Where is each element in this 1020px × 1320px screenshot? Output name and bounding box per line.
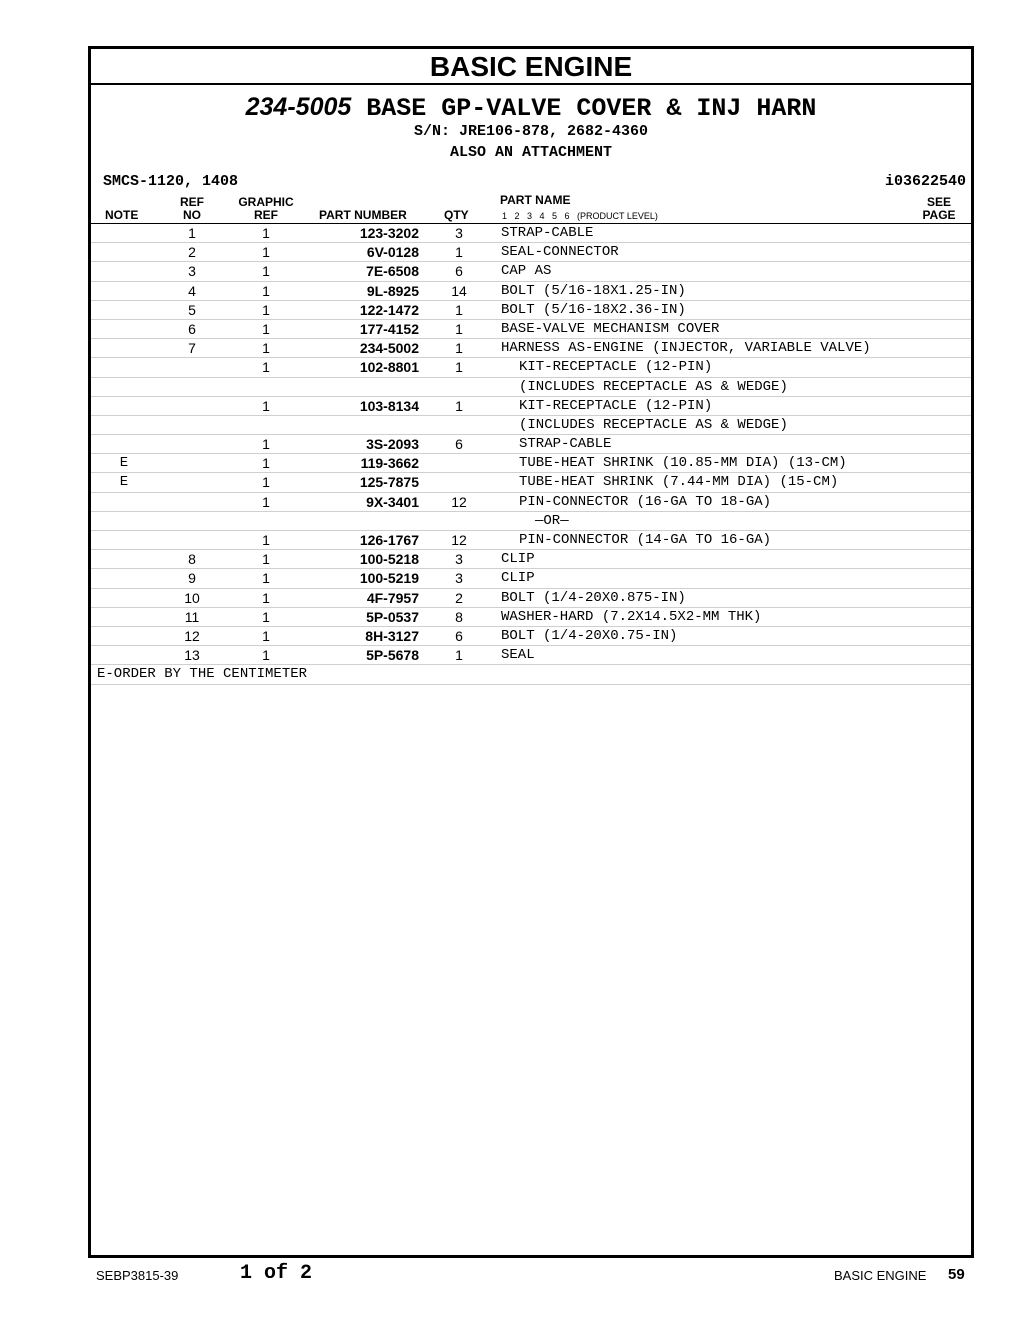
row-part-number: 102-8801 xyxy=(359,359,419,376)
row-part-number: 5P-5678 xyxy=(366,647,419,664)
table-row xyxy=(91,339,971,358)
row-part-number: 119-3662 xyxy=(360,455,419,472)
row-part-number: 103-8134 xyxy=(359,397,419,414)
row-part-number: 177-4152 xyxy=(359,320,419,337)
row-ref-no: 8 xyxy=(188,551,196,568)
table-row xyxy=(91,243,971,262)
col-see-bottom: PAGE xyxy=(922,208,956,222)
row-ref-no: 1 xyxy=(188,225,196,241)
row-ref-no: 13 xyxy=(184,647,200,664)
row-part-name: CAP AS xyxy=(501,263,552,280)
row-graphic-ref: 1 xyxy=(262,436,270,453)
row-part-name: HARNESS AS-ENGINE (INJECTOR, VARIABLE VALVE) xyxy=(501,340,871,357)
column-header xyxy=(91,195,971,224)
col-part-number: PART NUMBER xyxy=(319,208,407,222)
table-row xyxy=(91,416,971,435)
row-qty: 6 xyxy=(455,263,463,280)
table-row xyxy=(91,397,971,416)
table-row xyxy=(91,608,971,627)
row-part-number: 9X-3401 xyxy=(366,493,419,510)
row-qty: 6 xyxy=(455,436,463,453)
row-part-name: TUBE-HEAT SHRINK (10.85-MM DIA) (13-CM) xyxy=(519,455,847,472)
row-graphic-ref: 1 xyxy=(262,244,270,261)
row-graphic-ref: 1 xyxy=(262,627,270,644)
row-qty: 1 xyxy=(455,301,463,318)
table-row xyxy=(91,473,971,492)
row-graphic-ref: 1 xyxy=(262,608,270,625)
row-part-name: TUBE-HEAT SHRINK (7.44-MM DIA) (15-CM) xyxy=(519,474,839,491)
row-ref-no: 4 xyxy=(188,282,196,299)
group-name: BASE GP-VALVE COVER & INJ HARN xyxy=(351,94,817,123)
row-ref-no: 6 xyxy=(188,320,196,337)
row-part-name: BOLT (1/4-20X0.875-IN) xyxy=(501,589,686,606)
row-note: E xyxy=(119,474,129,491)
row-part-number: 126-1767 xyxy=(359,532,419,548)
row-part-number: 5P-0537 xyxy=(366,608,419,625)
row-note: E xyxy=(119,455,129,472)
row-part-number: 7E-6508 xyxy=(366,263,419,280)
row-qty: 1 xyxy=(455,647,463,664)
table-row xyxy=(91,493,971,512)
row-part-number: 122-1472 xyxy=(359,301,419,318)
col-ref-top: REF xyxy=(180,195,204,209)
row-part-name: CLIP xyxy=(501,551,535,568)
row-part-number: 8H-3127 xyxy=(365,627,419,644)
table-row xyxy=(91,378,971,397)
row-ref-no: 2 xyxy=(188,244,196,261)
table-row xyxy=(91,512,971,531)
row-part-number: 123-3202 xyxy=(359,225,419,241)
col-note: NOTE xyxy=(105,208,139,222)
table-row xyxy=(91,282,971,301)
row-part-name: CLIP xyxy=(501,570,535,587)
row-qty: 12 xyxy=(451,532,467,548)
table-row xyxy=(91,435,971,454)
table-row xyxy=(91,454,971,473)
row-part-name: PIN-CONNECTOR (16-GA TO 18-GA) xyxy=(519,493,772,510)
row-qty: 1 xyxy=(455,340,463,357)
footer-page-of: 1 of 2 xyxy=(240,1262,313,1285)
illustration-id: i03622540 xyxy=(884,173,966,190)
row-part-name: PIN-CONNECTOR (14-GA TO 16-GA) xyxy=(519,532,772,548)
footer-page-number: 59 xyxy=(948,1266,965,1283)
row-ref-no: 12 xyxy=(184,627,200,644)
row-qty: 12 xyxy=(451,493,467,510)
table-row xyxy=(91,224,971,243)
row-graphic-ref: 1 xyxy=(262,320,270,337)
row-part-name: STRAP-CABLE xyxy=(501,225,594,241)
parts-table xyxy=(91,224,971,685)
footer-doc-number: SEBP3815-39 xyxy=(96,1268,179,1283)
row-qty: 3 xyxy=(455,570,463,587)
row-ref-no: 11 xyxy=(184,608,200,625)
attachment-note: ALSO AN ATTACHMENT xyxy=(449,144,613,161)
section-title: BASIC ENGINE xyxy=(91,49,971,85)
serial-numbers: S/N: JRE106-878, 2682-4360 xyxy=(413,123,649,140)
footnote-row xyxy=(91,665,971,684)
footnote: E-ORDER BY THE CENTIMETER xyxy=(97,666,308,683)
row-part-name: SEAL-CONNECTOR xyxy=(501,244,619,261)
row-graphic-ref: 1 xyxy=(262,474,270,491)
row-qty: 14 xyxy=(451,282,467,299)
row-graphic-ref: 1 xyxy=(262,282,270,299)
row-part-number: 3S-2093 xyxy=(366,436,419,453)
table-row xyxy=(91,320,971,339)
row-graphic-ref: 1 xyxy=(262,359,270,376)
row-part-name: BOLT (1/4-20X0.75-IN) xyxy=(501,627,678,644)
row-graphic-ref: 1 xyxy=(262,647,270,664)
row-part-name: (INCLUDES RECEPTACLE AS & WEDGE) xyxy=(519,416,788,433)
row-part-name: KIT-RECEPTACLE (12-PIN) xyxy=(519,359,713,376)
row-qty: 8 xyxy=(455,608,463,625)
row-part-number: 100-5219 xyxy=(359,570,419,587)
table-row xyxy=(91,358,971,377)
footer-section: BASIC ENGINE xyxy=(834,1268,927,1283)
row-graphic-ref: 1 xyxy=(262,301,270,318)
row-graphic-ref: 1 xyxy=(262,340,270,357)
col-graphic-top: GRAPHIC xyxy=(238,195,294,209)
table-row xyxy=(91,569,971,588)
smcs-row xyxy=(91,169,971,195)
row-ref-no: 3 xyxy=(188,263,196,280)
row-part-number: 6V-0128 xyxy=(366,244,419,261)
smcs-code: SMCS-1120, 1408 xyxy=(103,173,239,190)
page-footer xyxy=(0,1262,1020,1292)
table-row xyxy=(91,627,971,646)
row-part-name: BOLT (5/16-18X1.25-IN) xyxy=(501,282,686,299)
table-row xyxy=(91,301,971,320)
row-part-name: WASHER-HARD (7.2X14.5X2-MM THK) xyxy=(501,608,762,625)
row-ref-no: 7 xyxy=(188,340,196,357)
row-part-name: BOLT (5/16-18X2.36-IN) xyxy=(501,301,686,318)
col-graphic-bottom: REF xyxy=(254,208,278,222)
row-ref-no: 10 xyxy=(184,589,200,606)
row-part-name: KIT-RECEPTACLE (12-PIN) xyxy=(519,397,713,414)
row-graphic-ref: 1 xyxy=(262,532,270,548)
table-row xyxy=(91,589,971,608)
table-row xyxy=(91,262,971,281)
table-row xyxy=(91,646,971,665)
table-row xyxy=(91,531,971,550)
row-part-name: STRAP-CABLE xyxy=(519,436,612,453)
col-product-level: 1 2 3 4 5 6 (PRODUCT LEVEL) xyxy=(502,211,658,221)
row-qty: 6 xyxy=(455,627,463,644)
row-qty: 1 xyxy=(455,397,463,414)
row-ref-no: 5 xyxy=(188,301,196,318)
row-graphic-ref: 1 xyxy=(262,263,270,280)
row-qty: 1 xyxy=(455,359,463,376)
row-part-number: 234-5002 xyxy=(359,340,419,357)
group-title xyxy=(91,93,971,121)
parts-list-frame xyxy=(88,46,974,1258)
row-part-name: —OR— xyxy=(535,512,569,529)
row-graphic-ref: 1 xyxy=(262,551,270,568)
group-number: 234-5005 xyxy=(245,93,352,121)
row-part-name: SEAL xyxy=(501,647,535,664)
row-qty: 1 xyxy=(455,320,463,337)
row-graphic-ref: 1 xyxy=(262,455,270,472)
col-part-name: PART NAME xyxy=(500,193,571,207)
row-part-number: 9L-8925 xyxy=(366,282,419,299)
row-graphic-ref: 1 xyxy=(262,397,270,414)
table-row xyxy=(91,550,971,569)
row-part-name: (INCLUDES RECEPTACLE AS & WEDGE) xyxy=(519,378,788,395)
row-part-number: 125-7875 xyxy=(359,474,419,491)
row-part-number: 4F-7957 xyxy=(366,589,419,606)
col-ref-bottom: NO xyxy=(183,208,201,222)
col-qty: QTY xyxy=(444,208,469,222)
row-qty: 3 xyxy=(455,225,463,241)
row-graphic-ref: 1 xyxy=(262,589,270,606)
row-graphic-ref: 1 xyxy=(262,225,270,241)
row-part-number: 100-5218 xyxy=(359,551,419,568)
row-qty: 2 xyxy=(455,589,463,606)
row-part-name: BASE-VALVE MECHANISM COVER xyxy=(501,320,720,337)
row-graphic-ref: 1 xyxy=(262,570,270,587)
row-qty: 1 xyxy=(455,244,463,261)
row-qty: 3 xyxy=(455,551,463,568)
row-ref-no: 9 xyxy=(188,570,196,587)
row-graphic-ref: 1 xyxy=(262,493,270,510)
col-see-top: SEE xyxy=(926,195,951,209)
